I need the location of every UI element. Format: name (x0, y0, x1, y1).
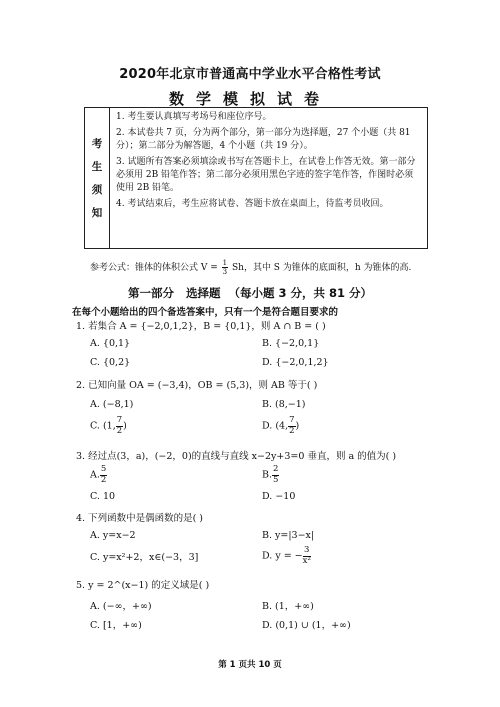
question-1-option-a: A. {0,1} (90, 338, 131, 349)
notice-item-4: 4. 考试结束后，考生应将试卷、答题卡放在桌面上，待监考员收回。 (116, 199, 389, 209)
option-fraction (303, 546, 311, 566)
question-4-option-d (262, 546, 311, 566)
question-4-option-a: A. y=x−2 (90, 530, 136, 541)
option-suffix: ) (295, 420, 300, 432)
option-fraction (100, 465, 107, 485)
notice-box (84, 107, 428, 249)
question-2-option-d (262, 416, 299, 436)
question-3-option-a (90, 465, 107, 485)
question-4-option-c: C. y=x²+2，x∈(−3，3] (90, 552, 199, 563)
question-3-option-d: D. −10 (262, 491, 296, 502)
question-2-option-b: B. (8,−1) (262, 399, 306, 410)
exam-title: 2020年北京市普通高中学业水平合格性考试 (119, 67, 381, 82)
question-5-option-b: B. (1，+∞) (262, 601, 314, 612)
section-instruction: 在每个小题给出的四个备选答案中，只有一个是符合题目要求的 (72, 307, 339, 318)
question-2-option-c (90, 416, 127, 436)
notice-item-3: 3. 试题所有答案必须填涂或书写在答题卡上，在试卷上作答无效。第一部分必须用 2B 铅笔作答；第二部分必须用黑色字迹的签字笔作答，作图时必须使用 2B 铅笔。 (116, 157, 416, 193)
option-prefix: C. (1, (90, 420, 116, 432)
option-prefix: B. (262, 469, 273, 481)
question-4-option-b: B. y=|3−x| (262, 530, 315, 541)
question-3-option-b (262, 465, 279, 485)
option-suffix: ) (123, 420, 127, 432)
question-2-stem: 2. 已知向量 OA = (−3,4)，OB = (5,3)，则 AB 等于( ) (76, 380, 318, 391)
question-1-stem: 1. 若集合 A = {−2,0,1,2}，B = {0,1}，则 A ∩ B = ( ) (76, 321, 326, 332)
reference-prefix: 参考公式：锥体的体积公式 V = (90, 263, 218, 273)
notice-label-char: 生 (91, 161, 103, 173)
notice-label-char: 知 (91, 207, 103, 219)
fraction-denominator: 2 (100, 474, 107, 485)
option-fraction (272, 465, 279, 485)
notice-content (110, 108, 427, 248)
section-heading: 第一部分 选择题 （每小题 3 分，共 81 分） (127, 286, 373, 300)
question-2-option-a: A. (−8,1) (90, 399, 134, 410)
fraction-denominator: 2 (116, 425, 123, 436)
question-4-stem: 4. 下列函数中是偶函数的是( ) (76, 513, 204, 524)
option-fraction (288, 416, 295, 436)
question-5-option-d: D. (0,1) ∪ (1，+∞) (262, 620, 351, 631)
fraction-numerator: 7 (116, 415, 123, 425)
fraction-denominator: x² (302, 555, 311, 566)
question-3-option-c: C. 10 (90, 491, 116, 502)
fraction-denominator: 2 (289, 425, 295, 436)
option-prefix: A. (90, 469, 100, 481)
reference-formula (90, 259, 411, 276)
notice-label-char: 考 (91, 138, 103, 150)
question-1-option-d: D. {−2,0,1,2} (262, 357, 329, 368)
option-prefix: D. y = − (262, 550, 303, 562)
question-5-stem: 5. y = 2^(x−1) 的定义域是( ) (76, 580, 210, 591)
fraction-numerator: 5 (100, 464, 107, 474)
fraction-denominator: 3 (222, 268, 228, 276)
question-5-option-c: C. [1，+∞) (90, 620, 142, 631)
notice-label (85, 108, 110, 248)
notice-item-2: 2. 本试卷共 7 页，分为两个部分，第一部分为选择题，27 个小题（共 81 分）；第二部分为解答题，4 个小题（共 19 分）。 (116, 128, 411, 151)
reference-suffix: Sh，其中 S 为锥体的底面积，h 为锥体的高. (231, 263, 412, 273)
question-3-stem: 3. 经过点(3，a)，(−2，0)的直线与直线 x−2y+3=0 垂直，则 a 的值为( ) (76, 451, 397, 462)
fraction-numerator: 7 (289, 415, 295, 425)
option-prefix: D. (4, (262, 420, 289, 432)
fraction-numerator: 2 (273, 464, 279, 474)
question-1-option-b: B. {−2,0,1} (262, 338, 320, 349)
reference-fraction (222, 259, 228, 276)
question-1-option-c: C. {0,2} (90, 357, 131, 368)
fraction-numerator: 1 (222, 259, 228, 267)
notice-item-1: 1. 考生要认真填写考场号和座位序号。 (116, 112, 272, 122)
notice-label-char: 须 (91, 184, 103, 196)
page-number: 第 1 页共 10 页 (218, 660, 282, 670)
exam-subtitle: 数学模拟试卷 (168, 90, 331, 108)
question-5-option-a: A. (−∞，+∞) (90, 601, 152, 612)
fraction-numerator: 3 (304, 545, 310, 555)
fraction-denominator: 5 (273, 474, 279, 485)
